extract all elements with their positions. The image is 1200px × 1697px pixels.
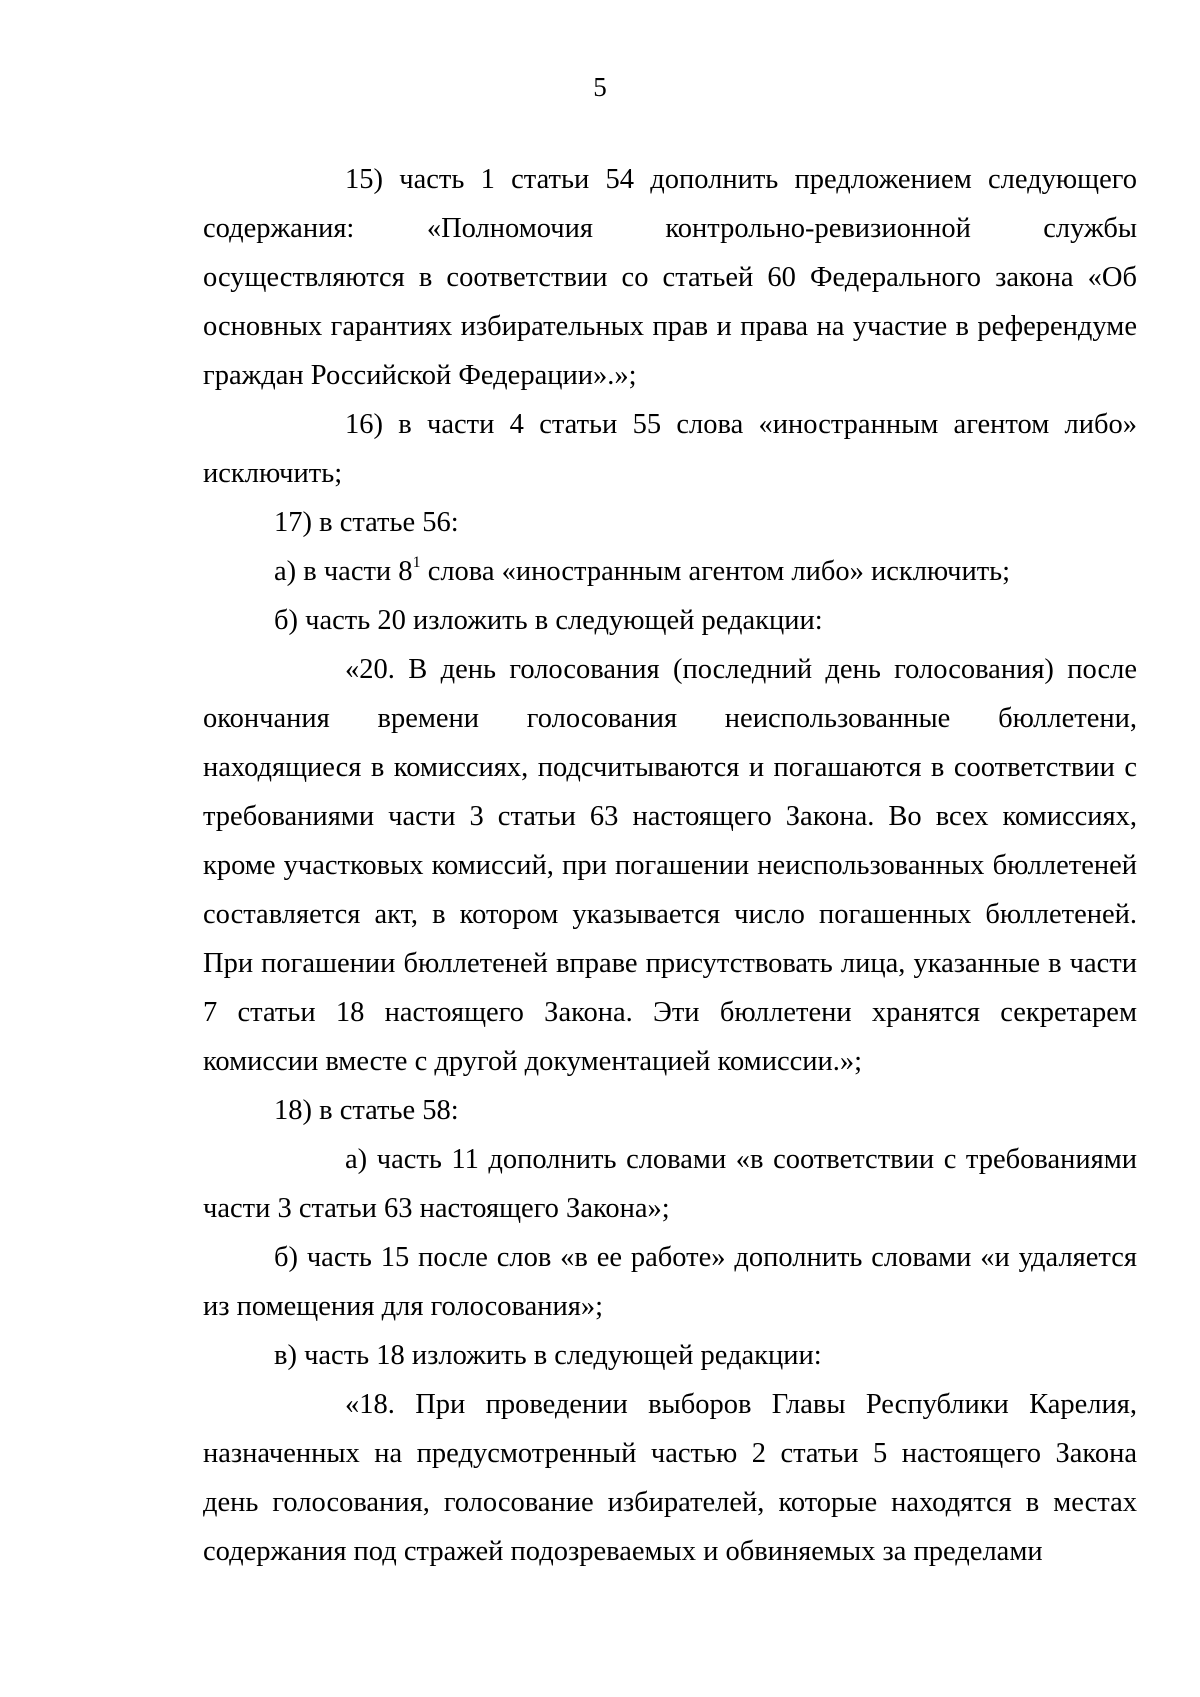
item-15: [203, 155, 1137, 400]
clause-number: «18.: [345, 1389, 395, 1420]
item-number: 16): [345, 409, 383, 440]
subitem-18a: [203, 1135, 1137, 1233]
item-text: часть 1 статьи 54 дополнить предложением следующего содержания: «Полномочия контрольно-ревизионной службы осуществляются в соответствии со статьей 60 Федерального закона «Об основных гарантиях избирательных прав и права на участие в референдуме граждан Российской Федерации».»;: [203, 164, 1137, 391]
clause-number: «20.: [345, 654, 395, 685]
item-18: 18) в статье 58:: [274, 1095, 459, 1126]
item-number: 15): [345, 164, 383, 195]
superscript-index: 1: [412, 554, 421, 571]
clause-text: В день голосования (последний день голосования) после окончания времени голосования неиспользованные бюллетени, находящиеся в комиссиях, подсчитываются и погашаются в соответствии с требованиями части 3 статьи 63 настоящего Закона. Во всех комиссиях, кроме участковых комиссий, при погашении неиспользованных бюллетеней составляется акт, в котором указывается число погашенных бюллетеней. При погашении бюллетеней вправе присутствовать лица, указанные в части 7 статьи 18 настоящего Закона. Эти бюллетени хранятся секретарем комиссии вместе с другой документацией комиссии.»;: [203, 654, 1138, 1077]
clause-20: [203, 645, 1137, 1086]
clause-text: При проведении выборов Главы Республики Карелия, назначенных на предусмотренный частью 2 статьи 5 настоящего Закона день голосования, голосование избирателей, которые находятся в местах содержания под стражей подозреваемых и обвиняемых за пределами: [203, 1389, 1138, 1567]
subitem-letter: а): [345, 1144, 368, 1175]
item-17: 17) в статье 56:: [274, 507, 459, 538]
clause-18: [203, 1380, 1137, 1576]
subitem-18b: б) часть 15 после слов «в ее работе» дополнить словами «и удаляется из помещения для голосования»;: [203, 1242, 1137, 1322]
item-text: в части 4 статьи 55 слова «иностранным агентом либо» исключить;: [203, 409, 1137, 489]
page-number: 5: [593, 72, 607, 102]
document-body: [203, 155, 1137, 1576]
subitem-text: часть 11 дополнить словами «в соответствии с требованиями части 3 статьи 63 настоящего Закона»;: [203, 1144, 1138, 1224]
subitem-18v: в) часть 18 изложить в следующей редакции:: [274, 1340, 822, 1371]
subitem-17b: б) часть 20 изложить в следующей редакции:: [274, 605, 823, 636]
subitem-17a: а) в части $8^1$ слова «иностранным агентом либо» исключить;: [274, 554, 1011, 587]
item-16: [203, 400, 1137, 498]
